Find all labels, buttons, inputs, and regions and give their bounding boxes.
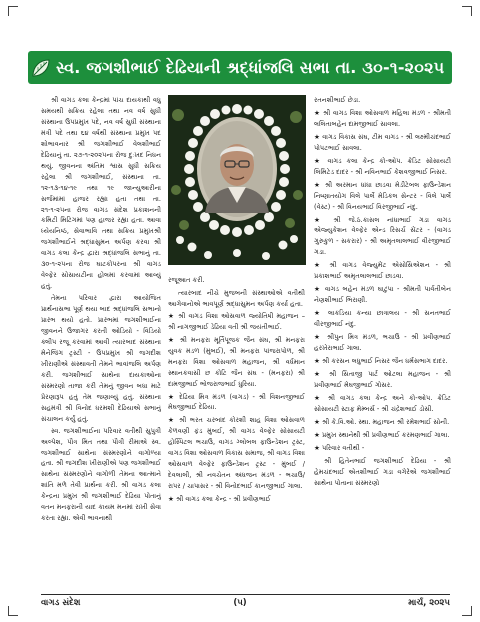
paragraph: રતનશીભાઈ છેડા.	[314, 96, 361, 104]
crop-mark-top-right	[462, 6, 472, 16]
tribute-entry: ★ શ્રી વાગડ વિશા ઓસવાળ મહિલા મંડળ - શ્રીમતી લલિતાબહેન દામજીભાઈ સાવલા.	[314, 108, 451, 128]
tribute-entry: ★ શ્રી જે.ઠ.કાસલ નાંધાભાઈ ગડા વાગડ એજ્યુકેશન વેલ્ફેર એન્ડ રિસર્ચ સેંટર - (વાગડ ગુરુકુળ - સકરાર) - શ્રી અમૃતલાલભાઈ વીરજીભાઈ ગડા.	[314, 215, 451, 257]
article-column-middle	[168, 275, 305, 590]
page-number: (૫)	[233, 598, 247, 608]
issue-date: માર્ચ, ૨૦૨૫	[408, 598, 450, 608]
portrait-in-flower-garland-icon	[168, 95, 306, 265]
headline-title: સ્વ. જગશીભાઈ દેઢિયાની શ્રદ્ધાંજલિ સભા તા. ૩૦-૧-૨૦૨૫	[56, 58, 445, 77]
tribute-entry: ★ શ્રી અરમાન ધાંધા છાડવા મેડીટેબલ ફાઉન્ડેશન નિષ્ણાતયોગ વિલે પાર્લે મેડિકલ સેન્ટર - વિલે પાર્લે (વેસ્ટ) - શ્રી વિનયભાઈ વિરજીભાઈ નંદુ.	[314, 180, 451, 211]
tribute-entry: ★ શ્રી વાગડ વેજ્યુમેંટ એસોસિએશન - શ્રી પ્રકાશભાઈ અમૃતલાલભાઈ છાડવા.	[314, 261, 451, 281]
article-column-right	[314, 95, 451, 590]
tribute-entry: ★ વાગડ બહેન મંડળ ઘાટુંપા - શ્રીમતી પાર્વતીબેન નેણશીભાઈ ભિરાણી.	[314, 285, 451, 305]
tribute-entry: ★ વાગડ કલા કેન્દ્ર કો-ઓપ. ક્રેડિટ સોસાયટી લિમિટેડ દાદર - શ્રી નવિનભાઈ કેશવજીભાઈ નિસર.	[314, 156, 451, 176]
paragraph: સ્વ. જગશીભાઈના પરિવાર વતીથી સુપુત્રી અલ્પેશ, પૌત્ર મિત તથા પૌત્રી રીમાએ સ્વ. જગશીભાઈ સાથેના સંસ્મરણોને વાગોળ્યા હતા. શ્રી જગદીશ ખીરાણીએ પણ જગશીભાઈ સાથેના સંસ્મરણોને વાગોળી તેમના આત્માને શાંતિ મળે તેવી પ્રાર્થના કરી. શ્રી વાગડ કલા કેન્દ્રના પ્રમુખ શ્રી જગશીભાઈ દેઢિયા પોતાનું વતન મનફરાની યાદ કાયમ મનમાં રાખી સેવા કરતા રહ્યા. એવી ભાવનાથી	[41, 426, 161, 523]
tribute-entry: ★ લાકડિયા કન્યા છાત્રાલય - શ્રી સનતભાઈ વીરજીભાઈ નંદુ.	[314, 309, 451, 329]
tribute-entry: ★ શ્રી ભરત ચરબાંદ કોરશી શાહ વિશા ઓસવાળ કેળવણી ફંડ મુંબઈ, શ્રી વાગડ વેલ્ફેર સોસાયટી હોસ્પિટલ ભચાઉ, વાગડ ગ્લોબલ ફાઉન્ડેશન ટ્રસ્ટ, વાગડ વિશા ઓસવાળ વિકાસ સમાજ, શ્રી વાગડ વિશા ઓસવાળ વેલ્ફેર ફાઉન્ડેશન ટ્રસ્ટ - મુંબઈ / દેવલાલી, શ્રી નવચેતન અંધજન મંડળ - ભચાઉ/ રાપર / ચાપાસર - શ્રી વિનોદભાઈ કાનજીભાઈ ગાલા.	[168, 416, 305, 491]
publication-name: વાગડ સંદેશ	[41, 598, 81, 608]
paragraph: ત્યારબાદ નીચે મુજબની સંસ્થાઓએ વતીથી આગેવાનોએ ભાવપૂર્ણ શ્રદ્ધાસુમન અર્પણ કર્યા હતા.	[168, 288, 305, 308]
tribute-entry: ★ શ્રી કરસન લધુભાઈ નિસર જૈન ધર્મસભાગ દાદર.	[314, 356, 448, 365]
headline-banner	[28, 51, 452, 84]
tribute-entry: ★ દેઢિયા મિત્ર મંડળ (વાગડ) - શ્રી વિશનજીભાઈ મેઘજીભાઈ દેઢિયા.	[168, 392, 305, 412]
leaf-icon	[30, 57, 52, 79]
crop-mark-top-left	[8, 6, 18, 16]
tribute-entry: ★ પ્રમુખ સ્થાનેથી શ્રી પ્રવીણભાઈ કરમણભાઈ ગાલા.	[314, 430, 450, 439]
tribute-entry: ★ શ્રી સિતાજી પાર્ટ ઓટલા મહાજન - શ્રી પ્રવીણભાઈ મેઘજીભાઈ ગોસર.	[314, 369, 451, 389]
paragraph: શ્રી વાગડ કલા કેન્દ્રમાં પાંચ દાયકાથી વધુ સમયથી સક્રિય રહેલા તથા નવ વર્ષ સુધી સંસ્થાના ઉપપ્રમુખ પદે, નવ વર્ષ સુધી સંસ્થાના મંત્રી પદે તથા ૬૪ વર્ષથી સંસ્થાના પ્રમુખ પદ શોભાવનાર શ્રી જગશીભાઈ વેલશીભાઈ દેઢિયાનું તા. ૨૭-૧-૨૦૨૫ના રોજ દુઃખદ નિધન થયું. જીવનના અંતિમ શ્વાસ સુધી સક્રિય રહેલા શ્રી જગશીભાઈ, સંસ્થાના તા. ૧૨-૧૩-૧૪-૧૯ તથા ૧૯ જાન્યુઆરીના સર્જમાંમાં હાજર રહ્યા હતા તથા તા. ૨૧-૧-૨૫ના રોજ વાગડ સંદેશ પ્રકાશનની કમિટી મિટિંગમાં પણ હાજર રહ્યા હતા. આવા ધ્યેયનિષ્ઠ, સેવાભાવિ તથા સક્રિય પ્રમુખશ્રી જગશીભાઈને શ્રદ્ધાસુમન અર્પણ કરવા શ્રી વાગડ કલા કેન્દ્ર દ્વારા શ્રદ્ધાંજલિ સભાનું તા. ૩૦-૧-૨૫ના રોજ ઘાટકોપરના શ્રી વાગડ વેલ્ફેર સોસાયટીના હોલમાં કરવામાં આવ્યું હતું.	[41, 96, 161, 291]
tribute-entry: ★ શ્રી વાગડ કલા કેન્દ્ર - શ્રી પ્રવીણભાઈ	[168, 495, 271, 504]
tribute-entry: ★ શ્રીપુન મિત્ર મંડળ, ભચાઉ - શ્રી પ્રવીણભાઈ હરખેરાભાઈ ગાલા.	[314, 333, 451, 353]
memorial-photo	[168, 95, 306, 265]
article-column-left	[41, 95, 161, 585]
tribute-entry: ★ શ્રી કે.વિ.ઓ. સ્થા. મહાજન શ્રી રમેશભાઈ સોની.	[314, 417, 450, 426]
tribute-entry: ★ શ્રી વાગડ વિશા ઓસવાળ જ્યોતિષી મહાજન – શ્રી નાગજીભાઈ ડેઢિયા વતી શ્રી જયંતીભાઈ.	[168, 311, 305, 331]
tribute-entry: ★ શ્રી વાગડ કલા કેન્દ્ર અને કો-ઓપ. ક્રેડિટ સોસાયટી સ્ટાફ મેમ્બર્સ - શ્રી ચંદ્રેશભાઈ ડોસી.	[314, 393, 451, 413]
tribute-entry: ★ શ્રી મનફરા મૂર્તિપૂજક જૈન સંઘ, શ્રી મનફરા યુવક મંડળ (મુંબઈ), શ્રી મનફરા પાંજરાપોળ, શ્રી મનફરા વિશા ઓસવાળ મહાજન, શ્રી વર્ધમાન સ્થાનકવાસી છ કોટિ જૈન સંઘ - (મનફરા) શ્રી દામજીભાઈ ભોજરાજભાઈ ધુરિયા.	[168, 335, 305, 388]
tribute-entry: ★ વાગડ વિકાસ સંઘ, ટીમ વાગડ - શ્રી લક્ષ્મીચંદભાઈ પોપટભાઈ સાવલા.	[314, 132, 451, 152]
footer-rule	[41, 594, 450, 595]
paragraph: શ્રી હિતેનભાઈ જગશીભાઈ દેઢિયા - શ્રી હેમચંદભાઈ એતશીભાઈ ગડા વગેરેએ જગશીભાઈ સાથેના પોતાના સંસ્મરણો	[314, 456, 451, 487]
paragraph: રજૂઆત કરી.	[168, 276, 205, 284]
paragraph: તેમના પરિવાર દ્વારા આયોજિત પ્રાર્થનાસભા પૂર્ણ થયા બાદ શ્રદ્ધાંજલિ સભાનો પ્રારંભ થયો હતો. પ્રારંભમાં જગશીભાઈના જીવનને ઉજાગર કરતી ઓડિયો - વિડિયો ક્લીપ રજૂ કરવામાં આવી ત્યારબાદ સંસ્થાના મેનેજિંગ ટ્રસ્ટી - ઉપપ્રમુખ શ્રી જગદીશ ખીરાણીએ સંસ્થાવતી તેમને ભાવાંજલિ અર્પણ કરી. જગશીભાઈ સાથેના દાયકાઓના સંસ્મરણો તાજા કરી તેમનું જીવન બધા માટે પ્રેરણારૂપ હતું તેમ જણાવ્યું હતું. સંસ્થાના સહમંત્રી શ્રી વિનોદ ધરમશી દેઢિયાએ સભાનું સંચાલન કર્યું હતું.	[41, 294, 161, 423]
tribute-entry: ★ પરિવાર વતીથી -	[314, 443, 365, 452]
